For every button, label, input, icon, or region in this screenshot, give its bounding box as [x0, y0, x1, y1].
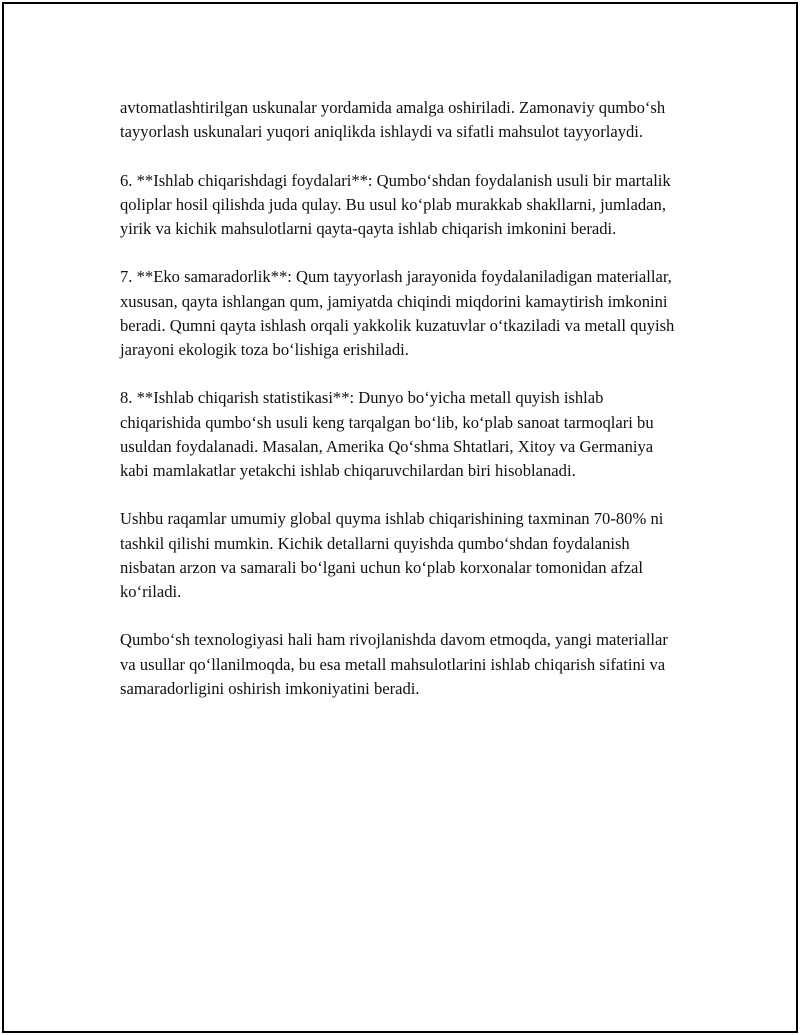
document-body — [120, 96, 680, 725]
page-frame — [2, 2, 798, 1033]
paragraph-eco-efficiency: 7. **Eko samaradorlik**: Qum tayyorlash jarayonida foydalaniladigan materiallar, xususan, qayta ishlangan qum, jamiyatda chiqindi miqdorini kamaytirish imkonini beradi. Qumni qayta ishlash orqali yakkolik kuzatuvlar o‘tkaziladi va metall quyish jarayoni ekologik toza bo‘lishiga erishiladi. — [120, 267, 675, 359]
paragraph-technology-outlook: Qumbo‘sh texnologiyasi hali ham rivojlanishda davom etmoqda, yangi materiallar va usullar qo‘llanilmoqda, bu esa metall mahsulotlarini ishlab chiqarish sifatini va samaradorligini oshirish imkoniyatini beradi. — [120, 630, 668, 698]
paragraph-production-statistics: 8. **Ishlab chiqarish statistikasi**: Dunyo bo‘yicha metall quyish ishlab chiqarishida qumbo‘sh usuli keng tarqalgan bo‘lib, ko‘plab sanoat tarmoqlari bu usuldan foydalanadi. Masalan, Amerika Qo‘shma Shtatlari, Xitoy va Germaniya kabi mamlakatlar yetakchi ishlab chiqaruvchilardan biri hisoblanadi. — [120, 388, 654, 480]
paragraph-production-benefits: 6. **Ishlab chiqarishdagi foydalari**: Qumbo‘shdan foydalanish usuli bir martalik qoliplar hosil qilishda juda qulay. Bu usul ko‘plab murakkab shakllarni, jumladan, yirik va kichik mahsulotlarni qayta-qayta ishlab chiqarish imkonini beradi. — [120, 170, 671, 238]
paragraph-global-share: Ushbu raqamlar umumiy global quyma ishlab chiqarishining taxminan 70-80% ni tashkil qilishi mumkin. Kichik detallarni quyishda qumbo‘shdan foydalanish nisbatan arzon va samarali bo‘lgani uchun ko‘plab korxonalar tomonidan afzal ko‘riladi. — [120, 509, 664, 601]
paragraph-continuation: avtomatlashtirilgan uskunalar yordamida amalga oshiriladi. Zamonaviy qumbo‘sh tayyorlash uskunalari yuqori aniqlikda ishlaydi va sifatli mahsulot tayyorlaydi. — [120, 98, 666, 142]
